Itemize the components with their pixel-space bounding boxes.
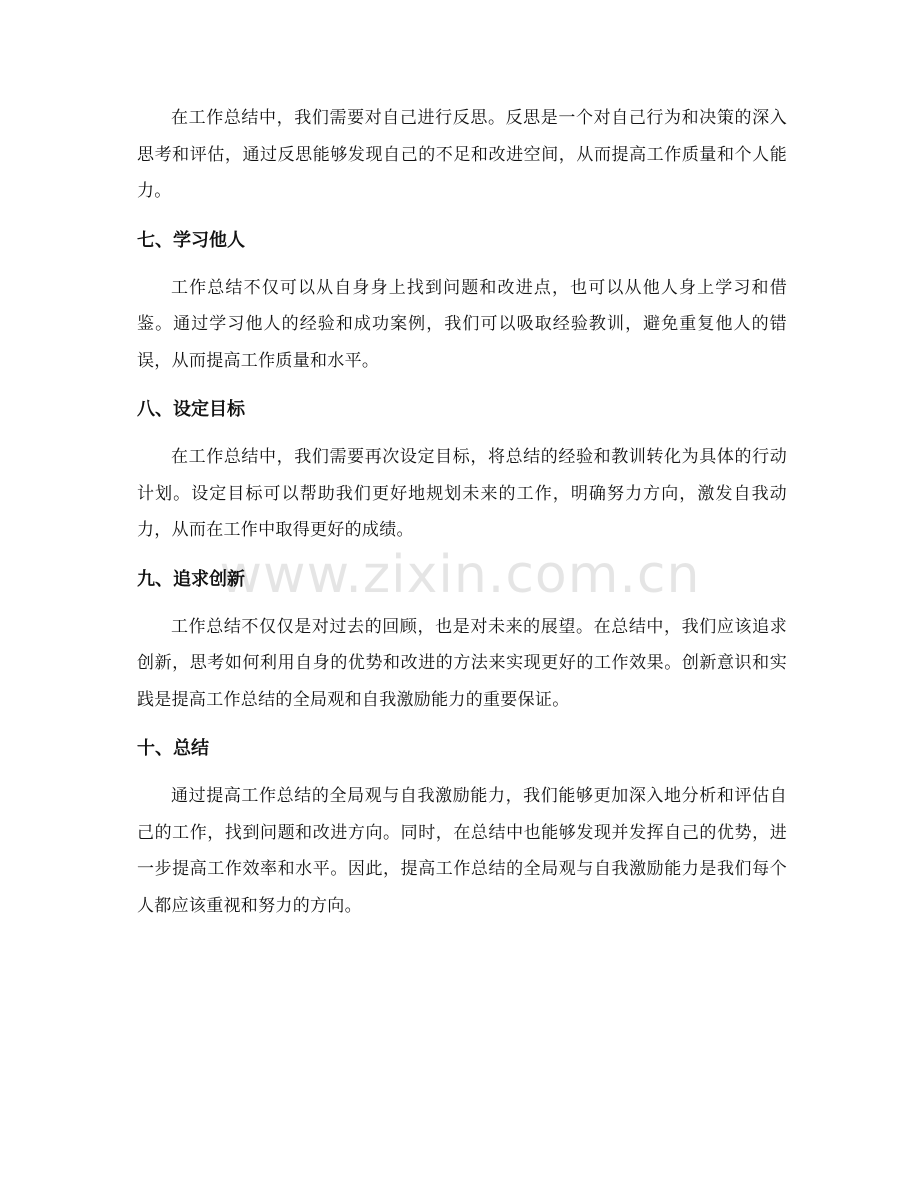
section-heading-summary: 十、总结 [137,738,209,759]
spacer [137,598,787,609]
section-heading-set-goals: 八、设定目标 [137,399,245,420]
document-body [137,100,787,924]
spacer [137,718,787,731]
section-paragraph-set-goals: 在工作总结中，我们需要再次设定目标，将总结的经验和教训转化为具体的行动计划。设定目标可以帮助我们更好地规划未来的工作，明确努力方向，激发自我动力，从而在工作中取得更好的成绩。 [137,447,787,540]
section-paragraph-summary: 通过提高工作总结的全局观与自我激励能力，我们能够更加深入地分析和评估自己的工作，找到问题和改进方向。同时，在总结中也能够发现并发挥自己的优势，进一步提高工作效率和水平。因此，提高工作总结的全局观与自我激励能力是我们每个人都应该重视和努力的方向。 [137,786,787,916]
spacer [137,549,787,562]
spacer [137,210,787,223]
section-heading-pursue-innovation: 九、追求创新 [137,568,245,590]
spacer [137,428,787,439]
section-paragraph-learn-from-others: 工作总结不仅可以从自身身上找到问题和改进点，也可以从他人身上学习和借鉴。通过学习他人的经验和成功案例，我们可以吸取经验教训，避免重复他人的错误，从而提高工作质量和水平。 [137,277,787,371]
watermark: www.zixin.com.cn [219,545,701,605]
spacer [137,379,787,392]
intro-paragraph: 在工作总结中，我们需要对自己进行反思。反思是一个对自己行为和决策的深入思考和评估，通过反思能够发现自己的不足和改进空间，从而提高工作质量和个人能力。 [137,108,787,201]
section-paragraph-pursue-innovation: 工作总结不仅仅是对过去的回顾，也是对未来的展望。在总结中，我们应该追求创新，思考如何利用自身的优势和改进的方法来实现更好的工作效果。创新意识和实践是提高工作总结的全局观和自我激励能力的重要保证。 [137,616,787,710]
section-heading-learn-from-others: 七、学习他人 [137,229,245,251]
spacer [137,767,787,778]
spacer [137,259,787,270]
